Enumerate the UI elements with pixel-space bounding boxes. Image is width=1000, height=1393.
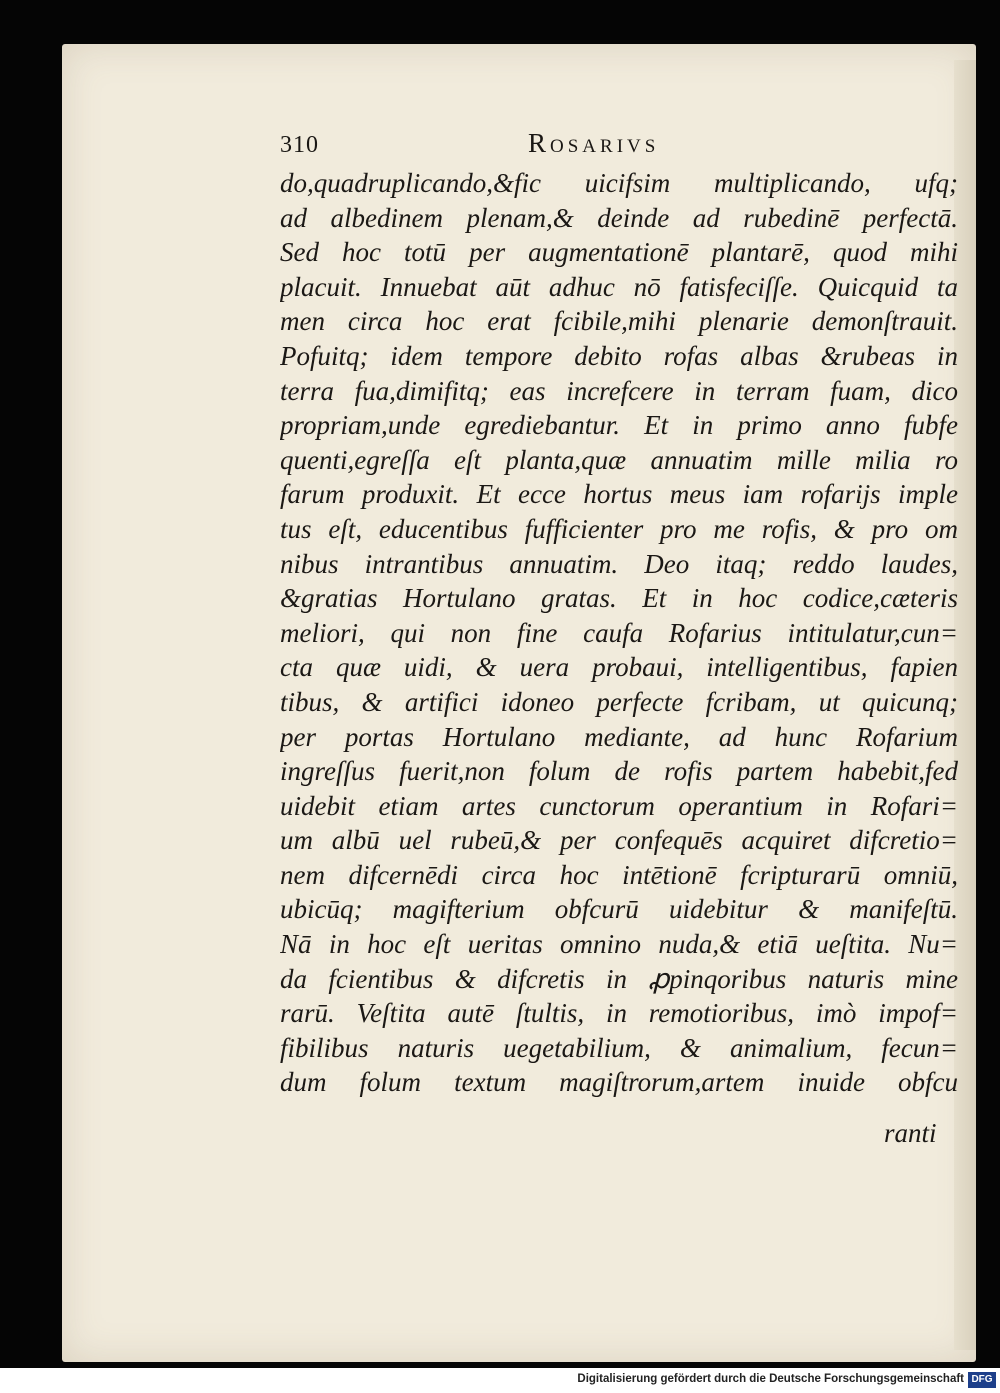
text-line: do,quadruplicando,&fic uicifsim multiplicando, ufq; [280,168,958,198]
text-line: rarū. Veſtita autē ſtultis, in remotioribus, imò impof= [280,998,958,1029]
text-line: nem difcernēdi circa hoc intētionē fcripturarū omniū, [280,859,958,890]
text-line: Nā in hoc eſt ueritas omnino nuda,& etiā ueſtita. Nu= [280,929,958,960]
text-line: ingreſſus fuerit,non folum de rofis partem habebit,fed [280,756,958,787]
text-line: da fcientibus & difcretis in ꝓpinqoribus naturis mine [280,963,958,994]
text-line: dum folum textum magiſtrorum,artem inuide obfcu [280,1067,958,1098]
text-line: tus eſt, educentibus fufficienter pro me rofis, & pro om [280,513,958,544]
footer-bar [0,1368,1000,1393]
text-line: Sed hoc totū per augmentationē plantarē, quod mihi [280,237,958,268]
text-line: Pofuitq; idem tempore debito rofas albas &rubeas in [280,340,958,371]
running-title: Rosarivs [528,128,660,158]
text-line: cta quæ uidi, & uera probaui, intelligentibus, fapien [280,652,958,683]
text-line: nibus intrantibus annuatim. Deo itaq; reddo laudes, [280,548,958,579]
text-line: quenti,egreſſa eſt planta,quæ annuatim mille milia ro [280,444,958,475]
text-line: &gratias Hortulano gratas. Et in hoc codice,cæteris [280,583,958,614]
text-line: propriam,unde egrediebantur. Et in primo anno fubfe [280,410,958,441]
page-number: 310 [280,132,319,158]
text-line: fibilibus naturis uegetabilium, & animalium, fecun= [280,1032,958,1063]
text-line: ad albedinem plenam,& deinde ad rubedinē perfectā. [280,202,958,233]
text-line: placuit. Innuebat aūt adhuc nō fatisfeciſſe. Quicquid ta [280,271,958,302]
text-line: meliori, qui non fine caufa Rofarius intitulatur,cun= [280,617,958,648]
text-line: tibus, & artifici idoneo perfecte fcribam, ut quicunq; [280,686,958,717]
running-head [280,128,960,164]
text-line: men circa hoc erat fcibile,mihi plenarie demonſtrauit. [280,306,958,337]
body-text [280,166,958,1100]
text-line: ubicūq; magifterium obfcurū uidebitur & manifeſtū. [280,894,958,925]
text-line: um albū uel rubeū,& per confequēs acquiret difcretio= [280,825,958,856]
text-line: uidebit etiam artes cunctorum operantium in Rofari= [280,790,958,821]
dfg-logo-icon: DFG [968,1372,996,1388]
digitization-credit: Digitalisierung gefördert durch die Deutsche Forschungsgemeinschaft [577,1373,964,1385]
text-line: per portas Hortulano mediante, ad hunc Rofarium [280,721,958,752]
text-line: terra fua,dimifitq; eas increfcere in terram fuam, dico [280,375,958,406]
text-line: farum produxit. Et ecce hortus meus iam rofarijs imple [280,479,958,510]
catchword: ranti [884,1118,937,1148]
